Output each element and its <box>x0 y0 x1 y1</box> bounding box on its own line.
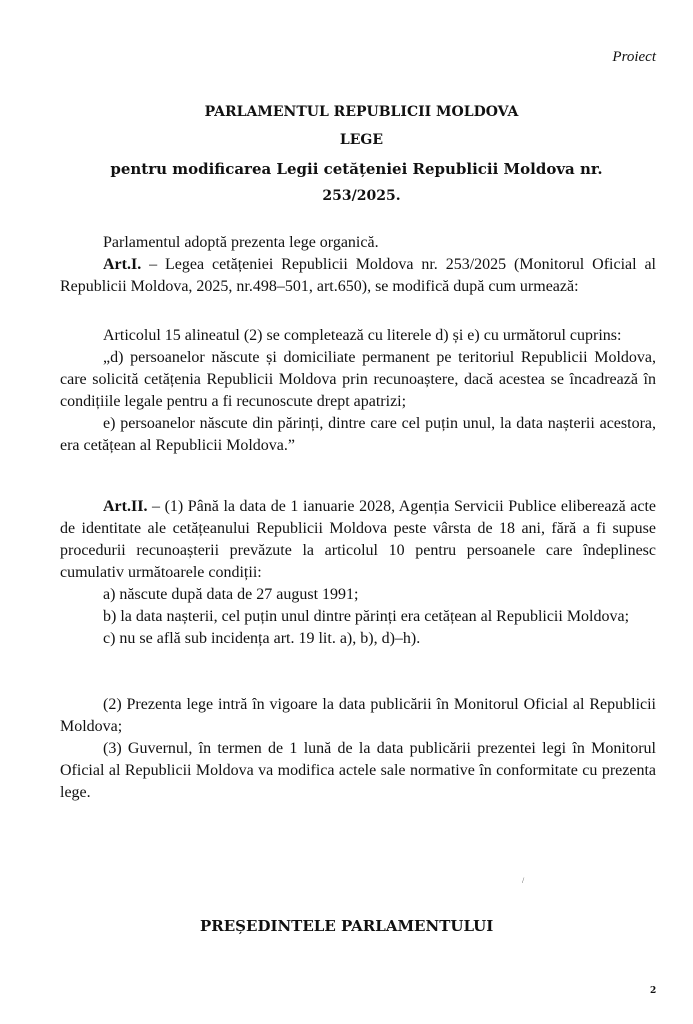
intro-paragraph: Parlamentul adoptă prezenta lege organică. <box>103 234 379 251</box>
document-status-label: Proiect <box>612 49 656 65</box>
law-title-line-1: pentru modificarea Legii cetățeniei Republicii Moldova nr. <box>110 160 603 178</box>
article-2-paragraph-2: (2) Prezenta lege intră în vigoare la data publicării în Monitorul Oficial al Republicii Moldova; <box>60 696 656 735</box>
condition-c: c) nu se află sub incidența art. 19 lit. a), b), d)–h). <box>103 630 421 647</box>
stray-mark: / <box>522 876 525 885</box>
final-provisions-section <box>60 694 656 804</box>
intro-section <box>60 232 656 298</box>
condition-a: a) născute după data de 27 august 1991; <box>103 586 359 603</box>
institution-heading: PARLAMENTUL REPUBLICII MOLDOVA <box>204 104 519 120</box>
article-2-section <box>60 496 656 650</box>
amendment-intro: Articolul 15 alineatul (2) se completează cu literele d) și e) cu următorul cuprins: <box>103 327 622 344</box>
signature-block: PREȘEDINTELE PARLAMENTULUI <box>200 917 494 935</box>
article-1-text: – Legea cetățeniei Republicii Moldova nr. 253/2025 (Monitorul Oficial al Republicii Moldova, 2025, nr.498–501, art.650), se modifică după cum urmează: <box>60 256 656 295</box>
law-title-line-2: 253/2025. <box>322 188 401 204</box>
document-type-heading: LEGE <box>339 132 384 148</box>
article-2-paragraph-3: (3) Guvernul, în termen de 1 lună de la data publicării prezentei legi în Monitorul Oficial al Republicii Moldova va modifica actele sale normative în conformitate cu prezenta lege. <box>60 740 656 801</box>
article-1-label: Art.I. <box>103 256 142 273</box>
article-2-paragraph-1 <box>60 496 656 584</box>
condition-b: b) la data nașterii, cel puțin unul dintre părinți era cetățean al Republicii Moldova; <box>103 608 630 625</box>
article-2-paragraph-1-text: – (1) Până la data de 1 ianuarie 2028, Agenția Servicii Publice eliberează acte de identitate ale cetățeanului Republicii Moldova peste vârsta de 18 ani, fără a fi supuse procedurii recunoașterii prevăzute la articolul 10 pentru persoanele care îndeplinesc cumulativ următoarele condiții: <box>60 498 656 581</box>
amendment-letter-d: „d) persoanelor născute și domiciliate permanent pe teritoriul Republicii Moldova, care solicită cetățenia Republicii Moldova prin recunoaștere, dacă acestea se încadrează în condițiile legale pentru a fi recunoscute drept apatrizi; <box>60 349 656 410</box>
amendment-letter-e: e) persoanelor născute din părinți, dintre care cel puțin unul, la data nașterii acestora, era cetățean al Republicii Moldova.” <box>60 415 656 454</box>
article-2-label: Art.II. <box>103 498 148 515</box>
amendment-section <box>60 325 656 457</box>
article-1-paragraph <box>60 254 656 298</box>
page-number: 2 <box>650 986 657 996</box>
